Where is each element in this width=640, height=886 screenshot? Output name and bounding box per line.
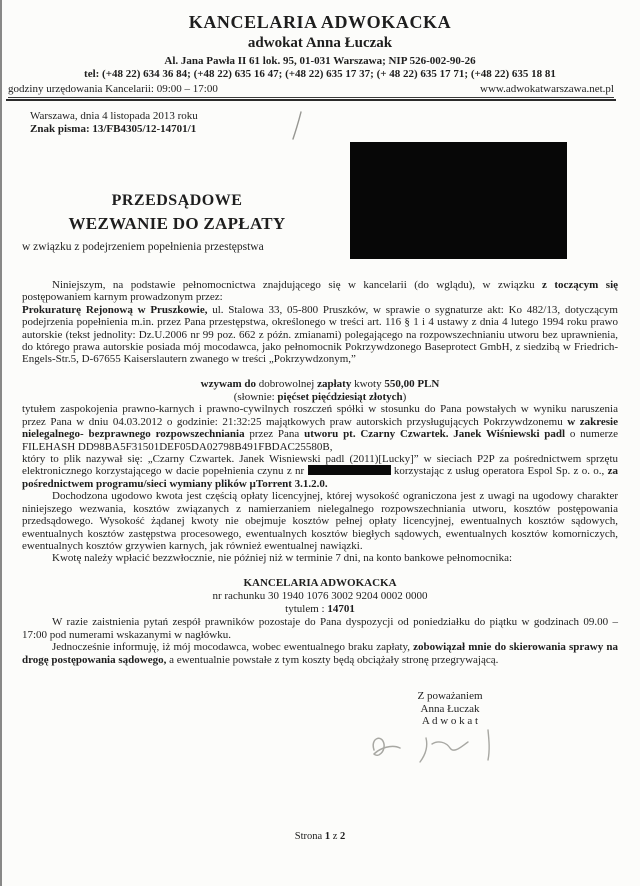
paragraph-court-warning: Jednocześnie informuję, iż mój mocodawca, wobec ewentualnego braku zapłaty, zobowiązał mnie do skierowania sprawy na drogę postępowania sądowego, a ewentualnie powstałe z tym koszty będą obciążały stronę przegrywającą. (22, 641, 618, 666)
paragraph-deadline: Kwotę należy wpłacić bezzwłocznie, nie później niż w terminie 7 dni, na konto bankowe pełnomocnika: (52, 552, 513, 565)
signature-role: A d w o k a t (421, 715, 479, 728)
paragraph-settlement: Dochodzona ugodowo kwota jest częścią opłaty licencyjnej, której wysokość ograniczona jest z uwagi na ugodowy charakter niniejszego wezwania, kosztów związanych z namierzaniem nielegalnego rozpowszechniania utworu, kosztów postępowania przedsądowego. Wysokość żądanej kwoty nie obejmuje kosztów pełnej opłaty licencyjnej, ewentualnych kosztów sądowych, ewentualnych kosztów zastępstwa procesowego, ewentualnych kosztów biegłych sądowych, ewentualnych kosztów komorniczych, ewentualnych kosztów grzywien karnych, jak również ewentualnej nawiązki. (22, 490, 618, 552)
handwritten-slash-mark (288, 110, 306, 142)
title-subtitle: w związku z podejrzeniem popełnienia przestępstwa (22, 241, 264, 253)
signature-block (370, 690, 530, 728)
title-line-2: WEZWANIE DO ZAPŁATY (68, 214, 286, 233)
paragraph-contact-info: W razie zaistnienia pytań zespół prawników pozostaje do Pana dyspozycji od poniedziałku do piątku w godzinach 09.00 – 17:00 pod numerami wskazanymi w nagłówku. (22, 616, 618, 641)
signature-closing: Z poważaniem (417, 689, 483, 702)
paragraph-prosecutor: Prokuraturę Rejonową w Pruszkowie, ul. Stalowa 33, 05-800 Pruszków, w sprawie o sygnaturze akt: Ko 482/13, dotyczącym podejrzenia popełnienia m.in. przez Pana przestępstwa, określonego w treści art. 116 § 1 i 4 ustawy z dnia 4 lutego 1994 roku prawo autorskie (tekst jednolity: Dz.U.2006 nr 99 poz. 662 z późn. zmianami) polegającego na rozpowszechnianiu utworu bez uprawnienia, do którego prawa autorskie posiada mój mocodawca, jako pełnomocnik Pokrzywdzonego Baseprotect GmbH, z siedzibą w Friedrich-Engels-Str.5, D-67655 Kaiserslautern zwanego w treści „Pokrzywdzonym,” (22, 303, 618, 366)
paragraph-infringement: tytułem zaspokojenia prawno-karnych i prawno-cywilnych roszczeń spółki w stosunku do Pana powstałych w wyniku naruszenia przez Pana w dniu 04.03.2012 o godzinie: 21:32:25 majątkowych praw autorskich przysługujących Pokrzywdzonemu w zakresie nielegalnego- bezprawnego rozpowszechniania przez Pana utworu pt. Czarny Czwartek. Janek Wiśniewski padl o numerze FILEHASH DD98BA5F31501DEF05DA02798B491FBDAC25580B, (22, 403, 618, 453)
scan-edge-artifact (0, 0, 2, 886)
bank-account-number: nr rachunku 30 1940 1076 3002 9204 0002 0000 (212, 589, 428, 602)
bank-transfer-title: tytulem : 14701 (285, 603, 355, 616)
header-rule (6, 99, 616, 101)
place-and-date: Warszawa, dnia 4 listopada 2013 roku (30, 110, 198, 122)
document-title (22, 192, 332, 234)
office-hours: godziny urzędowania Kancelarii: 09:00 – 17:00 (8, 83, 218, 95)
paragraph-file-details: który to plik nazywał się: „Czarny Czwartek. Janek Wisniewski padl (2011)[Lucky]” w sieciach P2P za pośrednictwem sprzętu elektronicznego korzystającego w dacie popełnienia czynu z nr korzystając z usług operatora Espol Sp. z o. o., za pośrednictwem programu/sieci wymiany plików µTorrent 3.1.2.0. (22, 453, 619, 490)
payment-demand (22, 378, 618, 404)
bank-details (22, 577, 618, 617)
firm-name: KANCELARIA ADWOKACKA (188, 12, 452, 32)
payment-demand-words: (słownie: pięćset pięćdziesiąt złotych) (233, 390, 407, 403)
title-line-1: PRZEDSĄDOWE (111, 192, 243, 209)
paragraph-intro: Niniejszym, na podstawie pełnomocnictwa znajdującego się w kancelarii (do wglądu), w związku z toczącym się postępowaniem karnym prowadzonym przez: (22, 279, 619, 304)
address-line: Al. Jana Pawła II 61 lok. 95, 01-031 Warszawa; NIP 526-002-90-26 (164, 55, 476, 67)
website-url: www.adwokatwarszawa.net.pl (480, 83, 614, 95)
lawyer-name: adwokat Anna Łuczak (247, 35, 393, 51)
handwritten-signature (356, 724, 536, 766)
bank-account-holder: KANCELARIA ADWOKACKA (243, 576, 397, 589)
page-number: Strona 1 z 2 (294, 831, 346, 842)
letterhead (0, 0, 640, 101)
redaction-box (350, 142, 567, 259)
signature-name: Anna Łuczak (420, 702, 480, 715)
letter-body (22, 279, 618, 728)
letter-meta (30, 110, 640, 136)
contact-row (8, 83, 614, 98)
redacted-text (308, 465, 391, 475)
phone-line: tel: (+48 22) 634 36 84; (+48 22) 635 16 47; (+48 22) 635 17 37; (+ 48 22) 635 17 71; (+48 22) 635 18 81 (84, 68, 556, 80)
reference-number: Znak pisma: 13/FB4305/12-14701/1 (30, 123, 197, 135)
payment-demand-amount: wzywam do dobrowolnej zapłaty kwoty 550,00 PLN (200, 377, 440, 390)
